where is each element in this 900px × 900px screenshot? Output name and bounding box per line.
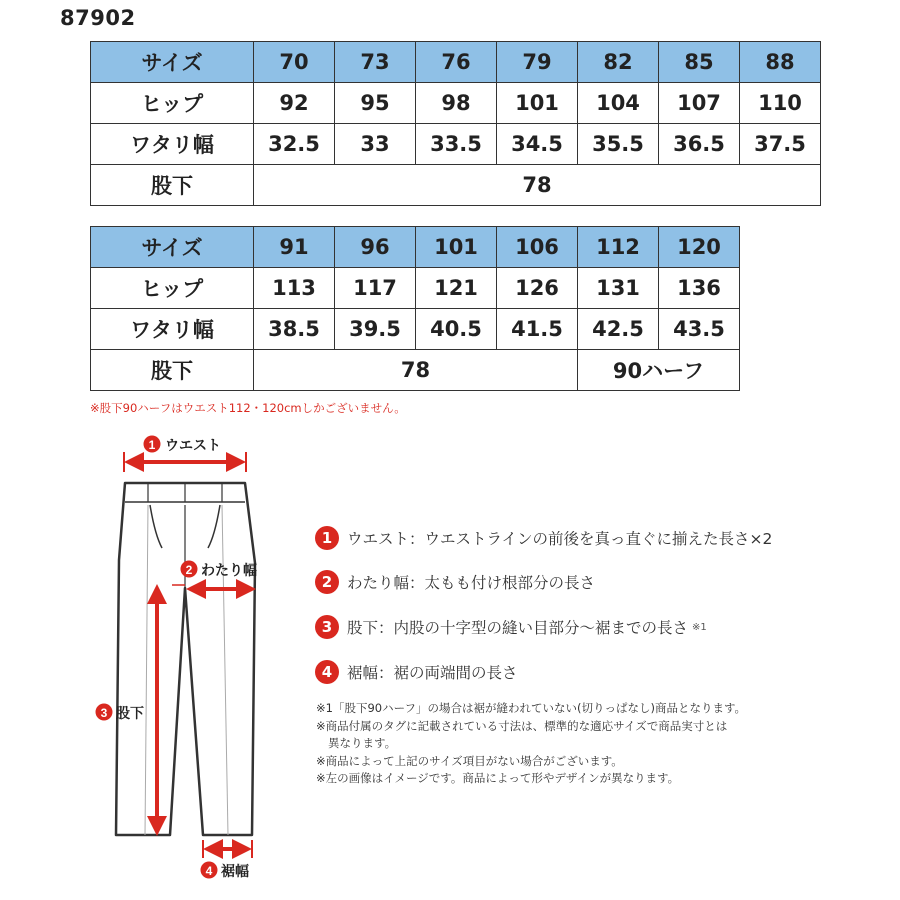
size-cell: 106 (497, 227, 578, 268)
footnotes (316, 700, 746, 788)
legend-text: 裾幅：裾の両端間の長さ (347, 664, 518, 682)
size-cell: 76 (416, 42, 497, 83)
hip-cell: 104 (578, 83, 659, 124)
size-cell: 88 (740, 42, 821, 83)
waist-label: ウエスト (165, 438, 221, 454)
legend-item (315, 660, 518, 684)
footnote: 異なります。 (328, 736, 397, 750)
hip-cell: 107 (659, 83, 740, 124)
row-label: ヒップ (91, 83, 254, 124)
footnote: ※1「股下90ハーフ」の場合は裾が縫われていない(切りっぱなし)商品となります。 (316, 701, 747, 715)
legend-text: 股下：内股の十字型の縫い目部分～裾までの長さ (347, 619, 689, 637)
size-cell: 73 (335, 42, 416, 83)
legend-number: 1 (315, 526, 339, 550)
thigh-cell: 35.5 (578, 124, 659, 165)
hip-cell: 126 (497, 268, 578, 309)
pants-outline (116, 483, 255, 835)
row-label: ワタリ幅 (91, 309, 254, 350)
size-cell: 91 (254, 227, 335, 268)
inseam-diagram-label: 股下 (116, 706, 144, 722)
thigh-cell: 37.5 (740, 124, 821, 165)
row-label: 股下 (91, 165, 254, 206)
hip-cell: 98 (416, 83, 497, 124)
legend-item (315, 526, 772, 550)
row-label: ワタリ幅 (91, 124, 254, 165)
row-label: サイズ (91, 42, 254, 83)
size-cell: 120 (659, 227, 740, 268)
inseam-cell: 78 (254, 165, 821, 206)
thigh-cell: 34.5 (497, 124, 578, 165)
inseam-note: ※股下90ハーフはウエスト112・120cmしかございません。 (90, 401, 406, 415)
thigh-cell: 36.5 (659, 124, 740, 165)
legend-item (315, 570, 595, 594)
inseam-number: 3 (100, 706, 108, 720)
size-cell: 82 (578, 42, 659, 83)
hip-cell: 117 (335, 268, 416, 309)
hip-cell: 92 (254, 83, 335, 124)
row-label: ヒップ (91, 268, 254, 309)
hip-cell: 131 (578, 268, 659, 309)
thigh-cell: 41.5 (497, 309, 578, 350)
hip-cell: 101 (497, 83, 578, 124)
size-cell: 101 (416, 227, 497, 268)
size-cell: 70 (254, 42, 335, 83)
thigh-number: 2 (185, 563, 193, 577)
footnote: ※商品によって上記のサイズ項目がない場合がございます。 (316, 753, 623, 768)
hip-cell: 136 (659, 268, 740, 309)
legend-footnote-ref: ※1 (692, 621, 707, 633)
legend-number: 2 (315, 570, 339, 594)
hip-cell: 113 (254, 268, 335, 309)
legend-text: ウエスト：ウエストラインの前後を真っ直ぐに揃えた長さ×2 (347, 530, 773, 548)
inseam-cell-half: 90ハーフ (578, 350, 740, 391)
hem-label: 裾幅 (221, 864, 249, 880)
hip-cell: 110 (740, 83, 821, 124)
waist-measure (124, 436, 246, 473)
hem-number: 4 (205, 864, 213, 878)
legend-number: 3 (315, 615, 339, 639)
row-label: サイズ (91, 227, 254, 268)
size-cell: 112 (578, 227, 659, 268)
thigh-cell: 39.5 (335, 309, 416, 350)
size-cell: 79 (497, 42, 578, 83)
thigh-cell: 33.5 (416, 124, 497, 165)
thigh-cell: 38.5 (254, 309, 335, 350)
footnote: ※左の画像はイメージです。商品によって形やデザインが異なります。 (316, 771, 680, 785)
thigh-cell: 33 (335, 124, 416, 165)
thigh-cell: 40.5 (416, 309, 497, 350)
hip-cell: 121 (416, 268, 497, 309)
hip-cell: 95 (335, 83, 416, 124)
thigh-cell: 42.5 (578, 309, 659, 350)
product-code: 87902 (60, 6, 136, 30)
legend-item (315, 615, 707, 639)
waist-number: 1 (148, 438, 156, 452)
footnote: ※商品付属のタグに記載されている寸法は、標準的な適応サイズで商品実寸とは (316, 718, 728, 733)
inseam-cell: 78 (254, 350, 578, 391)
hem-measure (201, 840, 253, 880)
thigh-cell: 43.5 (659, 309, 740, 350)
legend-text: わたり幅：太もも付け根部分の長さ (347, 574, 596, 592)
row-label: 股下 (91, 350, 254, 391)
legend-number: 4 (315, 660, 339, 684)
size-cell: 96 (335, 227, 416, 268)
thigh-cell: 32.5 (254, 124, 335, 165)
size-cell: 85 (659, 42, 740, 83)
thigh-label: わたり幅 (201, 563, 257, 579)
